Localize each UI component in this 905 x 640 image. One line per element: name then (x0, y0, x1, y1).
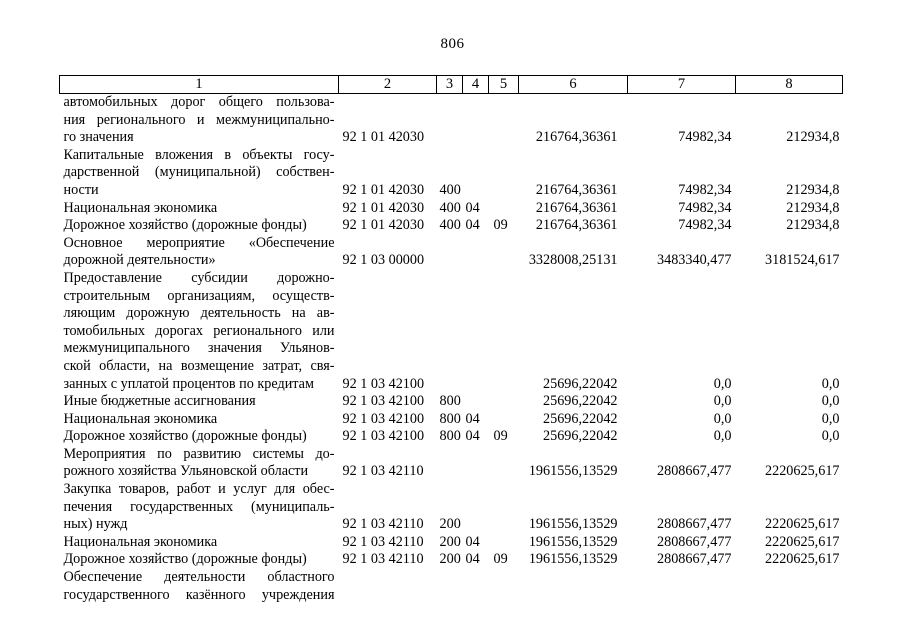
table-row (60, 147, 843, 200)
header-col-5: 5 (489, 76, 519, 94)
row-value-6: 25696,22042 (543, 375, 618, 392)
table-row (60, 428, 843, 446)
row-subsection (489, 94, 519, 147)
row-expense-type (437, 94, 463, 147)
row-code: 92 1 03 42100 (342, 393, 425, 410)
row-name (60, 551, 339, 569)
row-name (60, 235, 339, 270)
row-name-line: Национальная экономика (63, 410, 218, 427)
row-subsection (489, 200, 519, 218)
row-value-8: 212934,8 (786, 199, 840, 216)
row-value-8: 0,0 (821, 393, 840, 410)
row-value-8: 2220625,617 (765, 516, 840, 533)
table-row (60, 217, 843, 235)
row-name-line: ляющим дорожную деятельность на ав- (63, 305, 335, 322)
row-value-7: 0,0 (713, 410, 732, 427)
row-name-line: Закупка товаров, работ и услуг для обес- (63, 481, 335, 498)
row-name (60, 569, 339, 604)
row-value-6: 1961556,13529 (528, 551, 618, 568)
table-body (60, 94, 843, 605)
row-expense-type: 200 (439, 533, 461, 550)
row-value-8: 2220625,617 (765, 551, 840, 568)
page-number: 806 (440, 36, 465, 52)
row-name-line: дорожной деятельности» (63, 252, 216, 269)
row-expense-type: 400 (439, 217, 461, 234)
row-name (60, 270, 339, 393)
row-name-line: государственного казённого учреждения (63, 586, 335, 603)
row-section (463, 481, 489, 534)
row-subsection (489, 147, 519, 200)
row-section: 04 (465, 428, 480, 445)
row-section (463, 235, 489, 270)
row-section: 04 (465, 410, 480, 427)
row-name-line: Основное мероприятие «Обеспечение (63, 234, 335, 251)
row-code (339, 569, 437, 604)
row-code: 92 1 03 42100 (342, 428, 425, 445)
row-name-line: го значения (63, 129, 134, 146)
header-col-4: 4 (463, 76, 489, 94)
row-name-line: Мероприятия по развитию системы до- (63, 445, 335, 462)
row-name-line: ской области, на возмещение затрат, свя- (63, 357, 335, 374)
row-value-8: 212934,8 (786, 129, 840, 146)
row-name-line: Национальная экономика (63, 199, 218, 216)
row-name-line: Дорожное хозяйство (дорожные фонды) (63, 428, 307, 445)
row-value-8: 212934,8 (786, 217, 840, 234)
row-expense-type: 800 (439, 393, 461, 410)
row-code: 92 1 03 42110 (342, 551, 424, 568)
header-col-7: 7 (628, 76, 736, 94)
row-expense-type (437, 446, 463, 481)
row-value-6 (519, 569, 628, 604)
row-value-6: 25696,22042 (543, 393, 618, 410)
row-name-line: ности (63, 181, 99, 198)
row-subsection (489, 534, 519, 552)
row-section (463, 147, 489, 200)
header-col-1: 1 (60, 76, 339, 94)
row-value-6: 25696,22042 (543, 428, 618, 445)
row-section (463, 446, 489, 481)
row-name (60, 393, 339, 411)
row-expense-type: 800 (439, 428, 461, 445)
row-name-line: Национальная экономика (63, 533, 218, 550)
row-subsection: 09 (493, 428, 508, 445)
row-value-6: 1961556,13529 (528, 533, 618, 550)
row-expense-type: 200 (439, 551, 461, 568)
row-section (463, 393, 489, 411)
row-section: 04 (465, 533, 480, 550)
budget-table (59, 75, 843, 604)
row-value-8: 0,0 (821, 428, 840, 445)
row-section: 04 (465, 199, 480, 216)
row-code: 92 1 01 42030 (342, 181, 425, 198)
row-name-line: Дорожное хозяйство (дорожные фонды) (63, 217, 307, 234)
table-row (60, 94, 843, 147)
row-subsection: 09 (493, 217, 508, 234)
row-name (60, 147, 339, 200)
row-expense-type: 400 (439, 181, 461, 198)
row-expense-type (437, 569, 463, 604)
header-col-6: 6 (519, 76, 628, 94)
row-code: 92 1 01 42030 (342, 217, 425, 234)
row-subsection (489, 481, 519, 534)
row-section (463, 569, 489, 604)
row-value-7: 0,0 (713, 375, 732, 392)
row-name (60, 411, 339, 429)
row-value-8 (736, 569, 843, 604)
row-subsection (489, 393, 519, 411)
row-value-7 (628, 569, 736, 604)
row-subsection (489, 411, 519, 429)
table-row (60, 411, 843, 429)
row-value-8: 2220625,617 (765, 533, 840, 550)
row-name-line: томобильных дорогах регионального или (63, 322, 335, 339)
row-section: 04 (465, 217, 480, 234)
row-value-7: 2808667,477 (657, 516, 732, 533)
row-value-8: 212934,8 (786, 181, 840, 198)
row-name-line: Иные бюджетные ассигнования (63, 393, 256, 410)
table-row (60, 200, 843, 218)
table-row (60, 569, 843, 604)
row-section: 04 (465, 551, 480, 568)
row-value-6: 1961556,13529 (528, 516, 618, 533)
row-value-8: 0,0 (821, 375, 840, 392)
table-row (60, 551, 843, 569)
row-expense-type: 200 (439, 516, 461, 533)
row-value-7: 2808667,477 (657, 533, 732, 550)
row-value-6: 216764,36361 (535, 217, 618, 234)
table-row (60, 393, 843, 411)
row-value-7: 74982,34 (678, 181, 732, 198)
row-name-line: строительным организациям, осуществ- (63, 287, 335, 304)
row-code: 92 1 03 42100 (342, 410, 425, 427)
row-name (60, 428, 339, 446)
row-subsection (489, 446, 519, 481)
row-subsection (489, 270, 519, 393)
row-value-8: 2220625,617 (765, 463, 840, 480)
row-value-7: 74982,34 (678, 129, 732, 146)
row-code: 92 1 01 42030 (342, 129, 425, 146)
row-name-line: Дорожное хозяйство (дорожные фонды) (63, 551, 307, 568)
row-name (60, 200, 339, 218)
row-subsection: 09 (493, 551, 508, 568)
table-row (60, 235, 843, 270)
table-row (60, 534, 843, 552)
row-value-8: 3181524,617 (765, 252, 840, 269)
row-value-6: 1961556,13529 (528, 463, 618, 480)
row-name (60, 481, 339, 534)
row-subsection (489, 235, 519, 270)
row-name-line: дарственной (муниципальной) собствен- (63, 164, 335, 181)
row-name (60, 534, 339, 552)
row-value-7: 2808667,477 (657, 463, 732, 480)
row-value-6: 25696,22042 (543, 410, 618, 427)
row-section (463, 94, 489, 147)
row-value-6: 216764,36361 (535, 199, 618, 216)
row-name (60, 446, 339, 481)
row-value-6: 3328008,25131 (528, 252, 618, 269)
row-subsection (489, 569, 519, 604)
row-code: 92 1 03 00000 (342, 252, 425, 269)
row-name-line: ния регионального и межмуниципально- (63, 111, 335, 128)
table-row (60, 481, 843, 534)
row-value-7: 0,0 (713, 393, 732, 410)
row-name-line: рожного хозяйства Ульяновской области (63, 463, 309, 480)
row-code: 92 1 01 42030 (342, 199, 425, 216)
row-value-7: 74982,34 (678, 199, 732, 216)
row-name-line: печения государственных (муниципаль- (63, 498, 335, 515)
row-expense-type: 800 (439, 410, 461, 427)
row-name (60, 94, 339, 147)
row-expense-type: 400 (439, 199, 461, 216)
row-value-8: 0,0 (821, 410, 840, 427)
header-col-2: 2 (339, 76, 437, 94)
row-value-6: 216764,36361 (535, 181, 618, 198)
row-name-line: межмуниципального значения Ульянов- (63, 340, 335, 357)
row-code: 92 1 03 42110 (342, 463, 424, 480)
table-row (60, 270, 843, 393)
table-row (60, 446, 843, 481)
header-col-3: 3 (437, 76, 463, 94)
row-name-line: Предоставление субсидии дорожно- (63, 269, 335, 286)
row-name-line: ных) нужд (63, 516, 128, 533)
row-expense-type (437, 270, 463, 393)
row-name-line: Капитальные вложения в объекты госу- (63, 146, 335, 163)
row-value-7: 0,0 (713, 428, 732, 445)
table-header (60, 76, 843, 94)
row-name-line: Обеспечение деятельности областного (63, 569, 335, 586)
row-value-7: 3483340,477 (657, 252, 732, 269)
row-code: 92 1 03 42110 (342, 516, 424, 533)
row-name-line: автомобильных дорог общего пользова- (63, 94, 335, 110)
row-value-6: 216764,36361 (535, 129, 618, 146)
row-value-7: 74982,34 (678, 217, 732, 234)
row-name-line: занных с уплатой процентов по кредитам (63, 375, 314, 392)
row-name (60, 217, 339, 235)
row-expense-type (437, 235, 463, 270)
row-code: 92 1 03 42110 (342, 533, 424, 550)
row-code: 92 1 03 42100 (342, 375, 425, 392)
row-section (463, 270, 489, 393)
header-col-8: 8 (736, 76, 843, 94)
row-value-7: 2808667,477 (657, 551, 732, 568)
header-row (60, 76, 843, 94)
